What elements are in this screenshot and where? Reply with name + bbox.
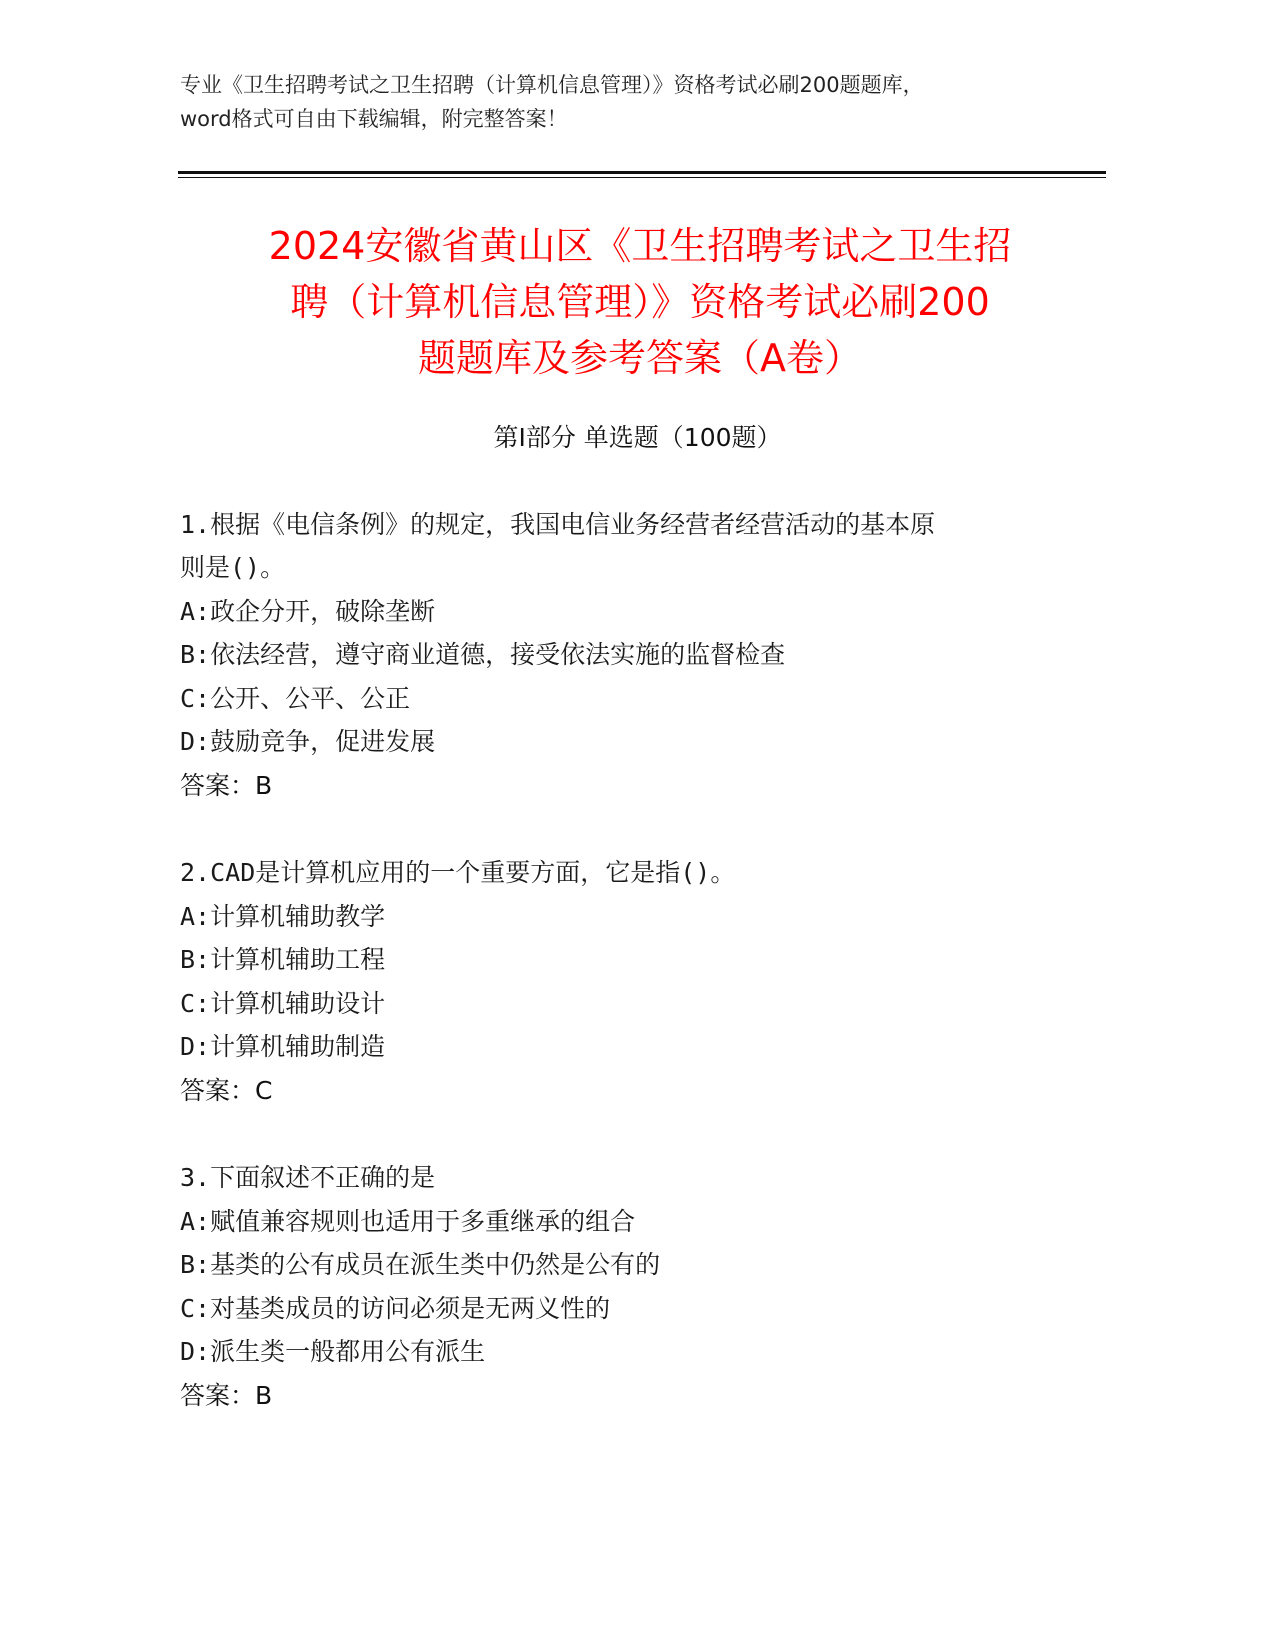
question-2-stem-line-1: 2.CAD是计算机应用的一个重要方面，它是指()。 bbox=[180, 858, 736, 887]
header-note-line-2: word格式可自由下载编辑，附完整答案！ bbox=[180, 107, 568, 131]
question-3-option-d: D:派生类一般都用公有派生 bbox=[180, 1337, 486, 1366]
question-2-option-a: A:计算机辅助教学 bbox=[180, 902, 386, 931]
document-title-line-3: 题题库及参考答案（A卷） bbox=[418, 336, 862, 380]
question-1-stem-line-2: 则是()。 bbox=[180, 553, 286, 582]
question-2-option-d: D:计算机辅助制造 bbox=[180, 1032, 386, 1061]
question-3-option-a: A:赋值兼容规则也适用于多重继承的组合 bbox=[180, 1207, 636, 1236]
header-note bbox=[180, 68, 1110, 136]
question-1-option-b: B:依法经营，遵守商业道德，接受依法实施的监督检查 bbox=[180, 640, 786, 669]
document-title bbox=[140, 218, 1140, 386]
header-note-line-1: 专业《卫生招聘考试之卫生招聘（计算机信息管理）》资格考试必刷200题题库， bbox=[180, 73, 924, 97]
question-1-answer: 答案：B bbox=[180, 771, 273, 800]
question-1-option-a: A:政企分开，破除垄断 bbox=[180, 597, 436, 626]
header-divider-thin bbox=[178, 177, 1106, 178]
question-3-answer: 答案：B bbox=[180, 1381, 273, 1410]
section-title: 第Ⅰ部分 单选题（100题） bbox=[493, 423, 782, 452]
question-1-option-d: D:鼓励竞争，促进发展 bbox=[180, 727, 436, 756]
document-title-line-2: 聘（计算机信息管理）》资格考试必刷200 bbox=[290, 280, 990, 324]
document-title-line-1: 2024安徽省黄山区《卫生招聘考试之卫生招 bbox=[268, 224, 1012, 268]
question-3-stem-line-1: 3.下面叙述不正确的是 bbox=[180, 1163, 436, 1192]
question-2-option-c: C:计算机辅助设计 bbox=[180, 989, 386, 1018]
question-1-stem-line-1: 1.根据《电信条例》的规定，我国电信业务经营者经营活动的基本原 bbox=[180, 510, 936, 539]
question-3-option-c: C:对基类成员的访问必须是无两义性的 bbox=[180, 1294, 611, 1323]
question-1-option-c: C:公开、公平、公正 bbox=[180, 684, 411, 713]
question-2-option-b: B:计算机辅助工程 bbox=[180, 945, 386, 974]
header-divider-thick bbox=[178, 171, 1106, 174]
question-2-answer: 答案：C bbox=[180, 1076, 273, 1105]
question-3-option-b: B:基类的公有成员在派生类中仍然是公有的 bbox=[180, 1250, 661, 1279]
